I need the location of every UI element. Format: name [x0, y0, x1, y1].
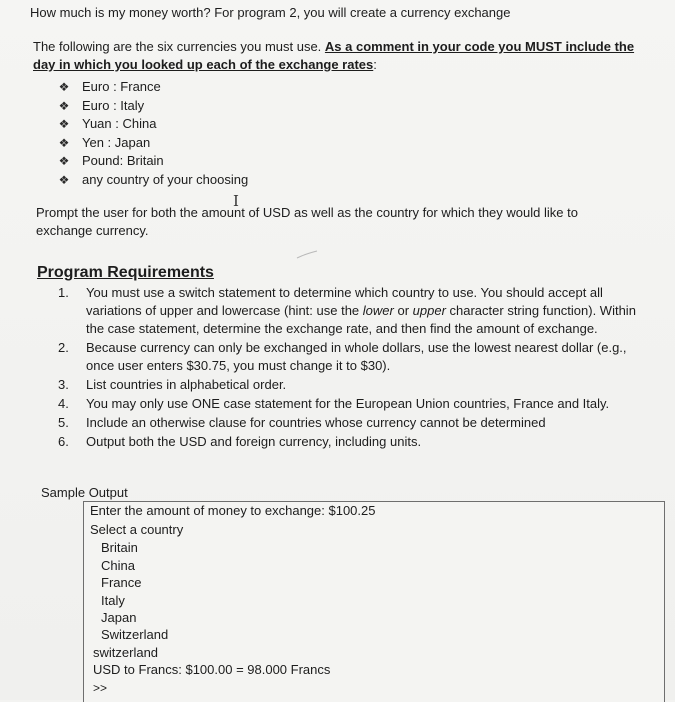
- paragraph-tail: :: [373, 57, 377, 72]
- currency-item: Yen : Japan: [82, 134, 151, 150]
- list-item: [58, 376, 648, 394]
- list-item: [58, 433, 648, 451]
- list-item: [55, 152, 248, 171]
- diamond-bullet-icon: ❖: [58, 98, 70, 113]
- requirement-text: Because currency can only be exchanged in whole dollars, use the lowest nearest dollar (e.g., once user enters $30.75, you must change it to $30).: [86, 340, 627, 373]
- output-line: France: [101, 575, 142, 590]
- list-item: [55, 134, 248, 153]
- requirement-text: List countries in alphabetical order.: [86, 377, 287, 392]
- list-item: [55, 171, 248, 190]
- currency-list: [55, 78, 248, 189]
- requirements-heading: Program Requirements: [37, 264, 214, 281]
- requirement-text: You must use a switch statement to determine which country to use. You should accept all variations of upper and lowercase (hint: use the lower or upper character string function). Within the case statement, determine the exchange rate, and then find the amount of exchange.: [86, 285, 636, 336]
- diamond-bullet-icon: ❖: [58, 117, 70, 132]
- output-line: Select a country: [90, 522, 184, 537]
- sample-output-box: [83, 501, 665, 702]
- currency-item: Euro : Italy: [82, 97, 145, 113]
- output-line: Switzerland: [101, 627, 169, 642]
- diamond-bullet-icon: ❖: [58, 80, 70, 95]
- output-line: switzerland: [93, 645, 159, 660]
- comment-requirement: As a comment in your code you MUST include the day in which you looked up each of the exchange rates: [33, 39, 635, 72]
- currency-item: Pound: Britain: [82, 153, 164, 169]
- pen-stroke-mark: [296, 250, 318, 260]
- output-line: China: [101, 558, 135, 573]
- list-item: [55, 115, 248, 134]
- diamond-bullet-icon: ❖: [58, 172, 70, 187]
- output-line: Japan: [101, 610, 137, 625]
- list-item: [58, 395, 648, 413]
- output-line: Britain: [101, 540, 138, 555]
- requirement-number: 1.: [58, 285, 69, 300]
- prompt-paragraph: Prompt the user for both the amount of USD as well as the country for which they would like to exchange currency.: [36, 205, 578, 238]
- text-cursor-icon: I: [233, 192, 239, 210]
- output-line: Italy: [101, 593, 125, 608]
- requirements-list: [58, 284, 648, 452]
- list-item: [58, 414, 648, 432]
- currency-item: any country of your choosing: [82, 171, 249, 187]
- intro-line: How much is my money worth? For program 2, you will create a currency exchange: [30, 5, 511, 20]
- currency-item: Yuan : China: [82, 116, 157, 132]
- requirement-number: 4.: [58, 396, 69, 411]
- requirement-number: 2.: [58, 340, 69, 355]
- output-line: Enter the amount of money to exchange: $100.25: [90, 503, 376, 518]
- list-item: [58, 284, 648, 338]
- currency-item: Euro : France: [82, 79, 161, 95]
- requirement-number: 5.: [58, 415, 69, 430]
- currencies-paragraph: [33, 38, 658, 74]
- paragraph-lead: The following are the six currencies you must use.: [33, 39, 325, 54]
- output-prompt: >>: [93, 681, 108, 695]
- requirement-text: Include an otherwise clause for countries whose currency cannot be determined: [86, 415, 546, 430]
- requirement-text: Output both the USD and foreign currency, including units.: [86, 434, 422, 449]
- output-line: USD to Francs: $100.00 = 98.000 Francs: [93, 662, 331, 677]
- diamond-bullet-icon: ❖: [58, 154, 70, 169]
- list-item: [55, 78, 248, 97]
- requirement-text: You may only use ONE case statement for the European Union countries, France and Italy.: [86, 396, 610, 411]
- list-item: [55, 97, 248, 116]
- diamond-bullet-icon: ❖: [58, 135, 70, 150]
- requirement-number: 3.: [58, 377, 69, 392]
- list-item: [58, 339, 648, 375]
- requirement-number: 6.: [58, 434, 69, 449]
- sample-output-label: Sample Output: [41, 485, 128, 500]
